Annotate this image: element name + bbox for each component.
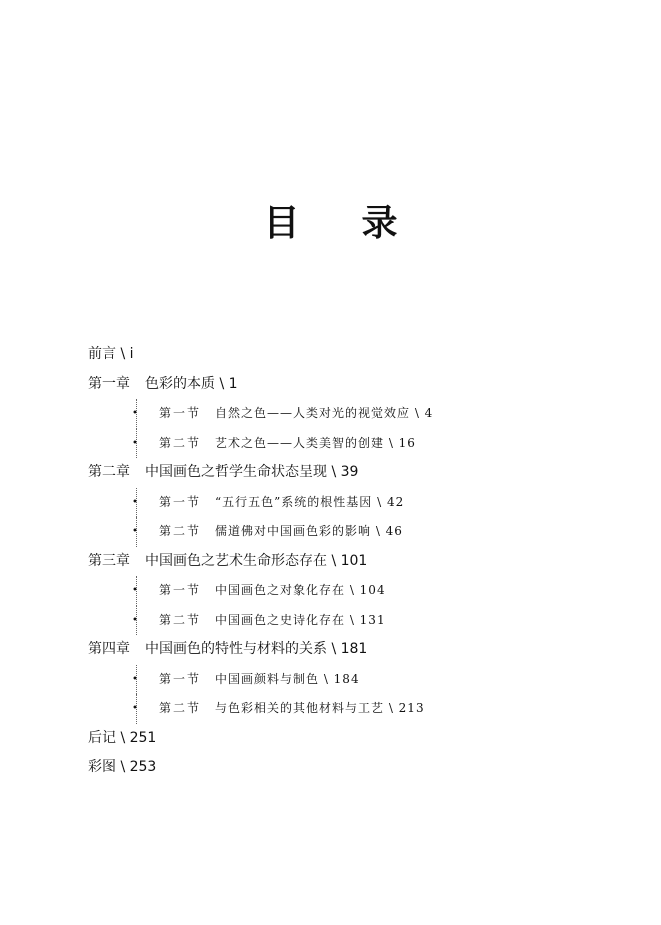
section-title: 儒道佛对中国画色彩的影响 \ 46 — [215, 524, 403, 538]
toc-section-1-2[interactable] — [88, 429, 568, 459]
section-title: 艺术之色——人类美智的创建 \ 16 — [215, 435, 416, 450]
bullet-icon: • — [132, 496, 138, 508]
toc-section-4-2[interactable] — [88, 694, 568, 724]
bullet-icon: • — [132, 408, 138, 419]
bullet-icon: • — [132, 673, 138, 685]
section-title: “五行五色”系统的根性基因 \ 42 — [215, 494, 405, 509]
section-number: 第二节 — [159, 435, 202, 450]
title-char-1: 目 — [263, 202, 300, 244]
bullet-icon: • — [132, 614, 138, 626]
toc-section-4-1[interactable] — [88, 665, 568, 695]
section-number: 第二节 — [159, 701, 202, 715]
toc-section-1-1[interactable] — [88, 399, 568, 429]
section-title: 中国画色之史诗化存在 \ 131 — [215, 612, 386, 627]
toc-chapter-4[interactable] — [88, 635, 568, 665]
section-title: 中国画颜料与制色 \ 184 — [215, 671, 360, 686]
toc-chapter-3[interactable] — [88, 547, 568, 577]
chapter-label: 第一章 — [88, 375, 130, 392]
section-number: 第二节 — [159, 524, 202, 538]
chapter-title: 中国画色之哲学生命状态呈现 \ 39 — [145, 464, 359, 480]
bullet-icon: • — [132, 703, 138, 714]
toc-section-3-1[interactable] — [88, 576, 568, 606]
section-title: 中国画色之对象化存在 \ 104 — [215, 583, 386, 597]
section-number: 第一节 — [159, 671, 202, 686]
toc-section-2-2[interactable] — [88, 517, 568, 547]
section-number: 第一节 — [159, 406, 202, 420]
toc-chapter-2[interactable] — [88, 458, 568, 488]
toc-afterword[interactable]: 后记 \ 251 — [88, 729, 157, 746]
toc-section-2-1[interactable] — [88, 488, 568, 518]
section-number: 第一节 — [159, 494, 202, 509]
bullet-icon: • — [132, 585, 138, 596]
toc-color-plates[interactable]: 彩图 \ 253 — [88, 759, 157, 775]
toc-section-3-2[interactable] — [88, 606, 568, 636]
chapter-label: 第三章 — [88, 552, 130, 569]
section-number: 第一节 — [159, 583, 202, 597]
toc-preface[interactable]: 前言 \ i — [88, 346, 134, 362]
chapter-title: 中国画色之艺术生命形态存在 \ 101 — [145, 552, 368, 569]
section-title: 与色彩相关的其他材料与工艺 \ 213 — [215, 701, 425, 715]
toc-chapter-1[interactable] — [88, 370, 568, 400]
table-of-contents — [88, 340, 568, 783]
chapter-label: 第四章 — [88, 641, 130, 657]
chapter-title: 色彩的本质 \ 1 — [145, 375, 238, 392]
bullet-icon: • — [132, 526, 138, 537]
bullet-icon: • — [132, 437, 138, 449]
page-title — [0, 195, 661, 246]
section-number: 第二节 — [159, 612, 202, 627]
section-title: 自然之色——人类对光的视觉效应 \ 4 — [215, 406, 434, 420]
chapter-title: 中国画色的特性与材料的关系 \ 181 — [145, 641, 368, 657]
title-char-2: 录 — [361, 202, 398, 244]
chapter-label: 第二章 — [88, 464, 130, 480]
